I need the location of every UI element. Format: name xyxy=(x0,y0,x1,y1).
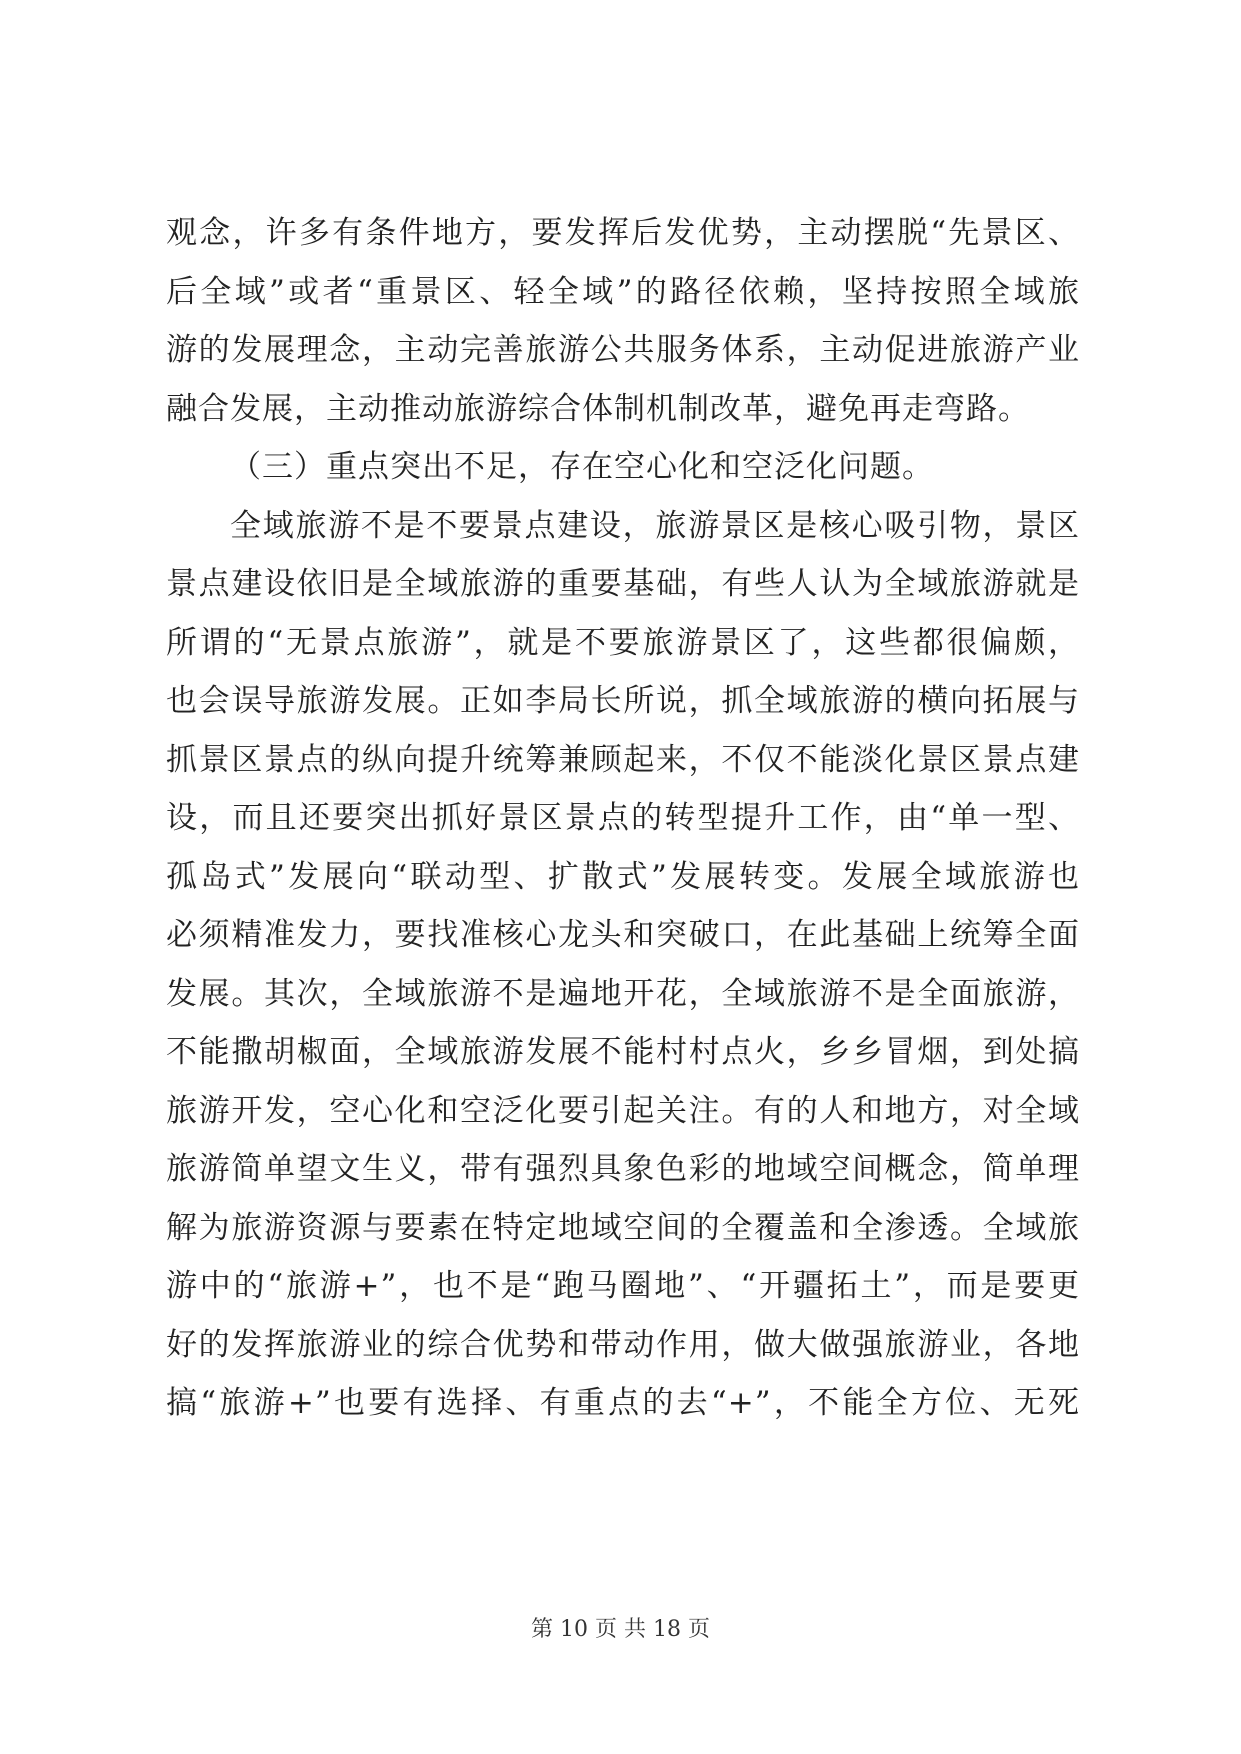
paragraph-line: 全域旅游不是不要景点建设，旅游景区是核心吸引物，景区 xyxy=(230,507,1080,544)
paragraph-line: 观念，许多有条件地方，要发挥后发优势，主动摆脱“先景区、 xyxy=(166,215,1080,251)
paragraph-line: 搞“旅游+”也要有选择、有重点的去“+”，不能全方位、无死 xyxy=(166,1385,1080,1421)
paragraph-line: 后全域”或者“重景区、轻全域”的路径依赖，坚持按照全域旅 xyxy=(166,273,1080,310)
paragraph-line: 设，而且还要突出抓好景区景点的转型提升工作，由“单一型、 xyxy=(166,800,1080,836)
paragraph-line: 必须精准发力，要找准核心龙头和突破口，在此基础上统筹全面 xyxy=(166,917,1080,953)
paragraph-line: 所谓的“无景点旅游”，就是不要旅游景区了，这些都很偏颇， xyxy=(166,624,1080,661)
paragraph-line: 也会误导旅游发展。正如李局长所说，抓全域旅游的横向拓展与 xyxy=(166,683,1080,719)
paragraph-line: 解为旅游资源与要素在特定地域空间的全覆盖和全渗透。全域旅 xyxy=(166,1209,1080,1246)
paragraph-line: 孤岛式”发展向“联动型、扩散式”发展转变。发展全域旅游也 xyxy=(166,858,1080,895)
paragraph-line: 旅游开发，空心化和空泛化要引起关注。有的人和地方，对全域 xyxy=(166,1092,1080,1129)
document-body xyxy=(166,204,1080,1433)
paragraph-line: 不能撒胡椒面，全域旅游发展不能村村点火，乡乡冒烟，到处搞 xyxy=(166,1034,1080,1070)
paragraph-line: 游的发展理念，主动完善旅游公共服务体系，主动促进旅游产业 xyxy=(166,332,1080,368)
paragraph-line: 好的发挥旅游业的综合优势和带动作用，做大做强旅游业，各地 xyxy=(166,1326,1080,1363)
page-footer xyxy=(0,1612,1241,1643)
paragraph-line: 抓景区景点的纵向提升统筹兼顾起来，不仅不能淡化景区景点建 xyxy=(166,741,1080,778)
section-heading: （三）重点突出不足，存在空心化和空泛化问题。 xyxy=(230,449,934,485)
paragraph-line: 游中的“旅游+”，也不是“跑马圈地”、“开疆拓土”，而是要更 xyxy=(166,1268,1080,1304)
page-number-label: 第 10 页 共 18 页 xyxy=(531,1617,710,1642)
paragraph-line: 融合发展，主动推动旅游综合体制机制改革，避免再走弯路。 xyxy=(166,390,1030,427)
paragraph-line: 旅游简单望文生义，带有强烈具象色彩的地域空间概念，简单理 xyxy=(166,1151,1080,1187)
paragraph-line: 景点建设依旧是全域旅游的重要基础，有些人认为全域旅游就是 xyxy=(166,566,1080,602)
paragraph-line: 发展。其次，全域旅游不是遍地开花，全域旅游不是全面旅游， xyxy=(166,975,1080,1012)
